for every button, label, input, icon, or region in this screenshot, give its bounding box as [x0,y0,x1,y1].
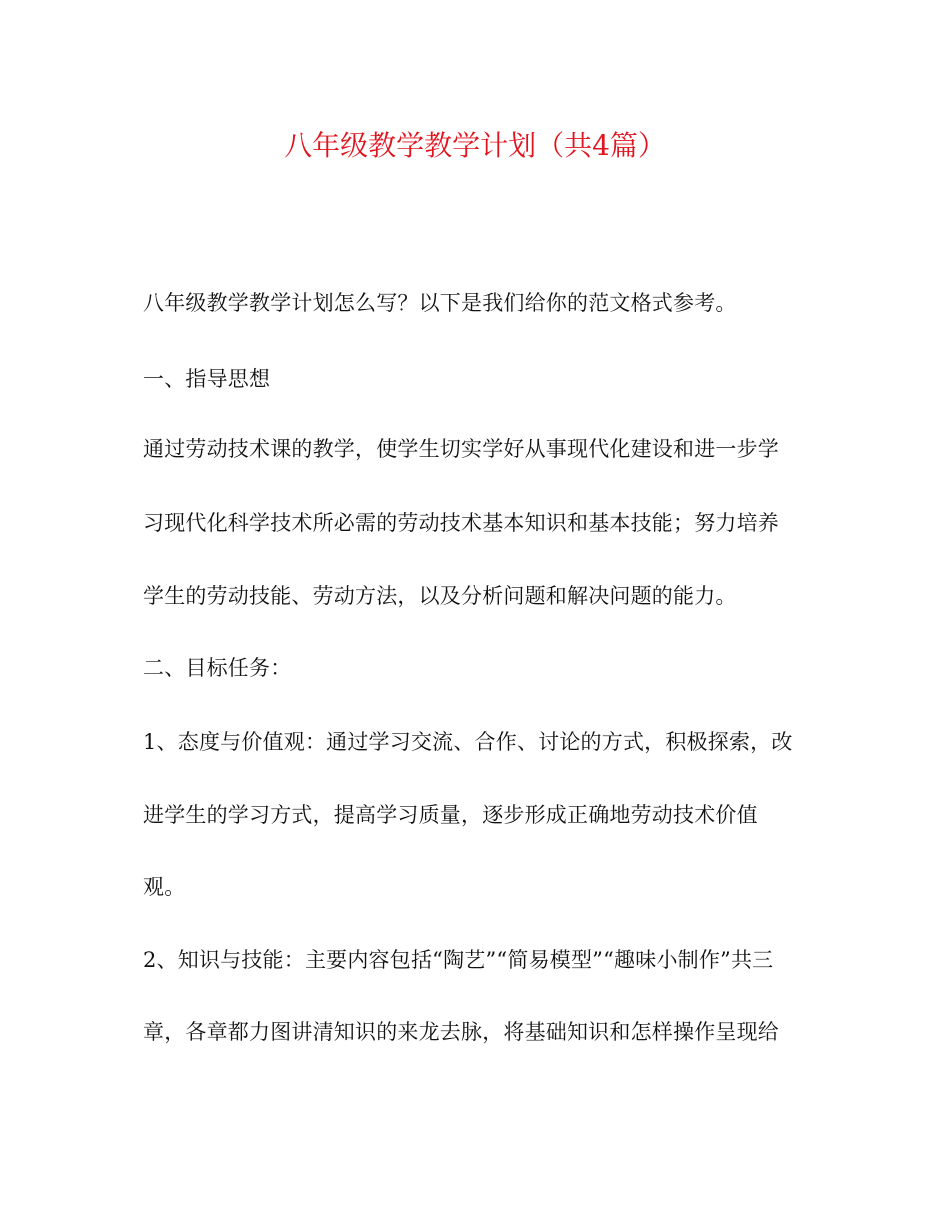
paragraph-line: 章，各章都力图讲清知识的来龙去脉，将基础知识和怎样操作呈现给 [143,1020,779,1044]
paragraph-line: 观。 [143,875,186,899]
section-heading-goals: 二、目标任务： [143,656,292,680]
paragraph-line: 习现代化科学技术所必需的劳动技术基本知识和基本技能；努力培养 [143,511,779,535]
paragraph-line: 通过劳动技术课的教学，使学生切实学好从事现代化建设和进一步学 [143,437,779,461]
paragraph-line: 2、知识与技能：主要内容包括“陶艺”“简易模型”“趣味小制作”共三 [143,948,774,972]
document-title: 八年级教学教学计划（共4篇） [284,129,666,162]
paragraph-line: 学生的劳动技能、劳动方法，以及分析问题和解决问题的能力。 [143,584,737,608]
paragraph-line: 进学生的学习方式，提高学习质量，逐步形成正确地劳动技术价值 [143,803,758,827]
paragraph-line: 1、态度与价值观：通过学习交流、合作、讨论的方式，积极探索，改 [143,730,793,754]
intro-line: 八年级教学教学计划怎么写？以下是我们给你的范文格式参考。 [143,291,737,315]
section-heading-guiding-ideology: 一、指导思想 [143,367,271,391]
